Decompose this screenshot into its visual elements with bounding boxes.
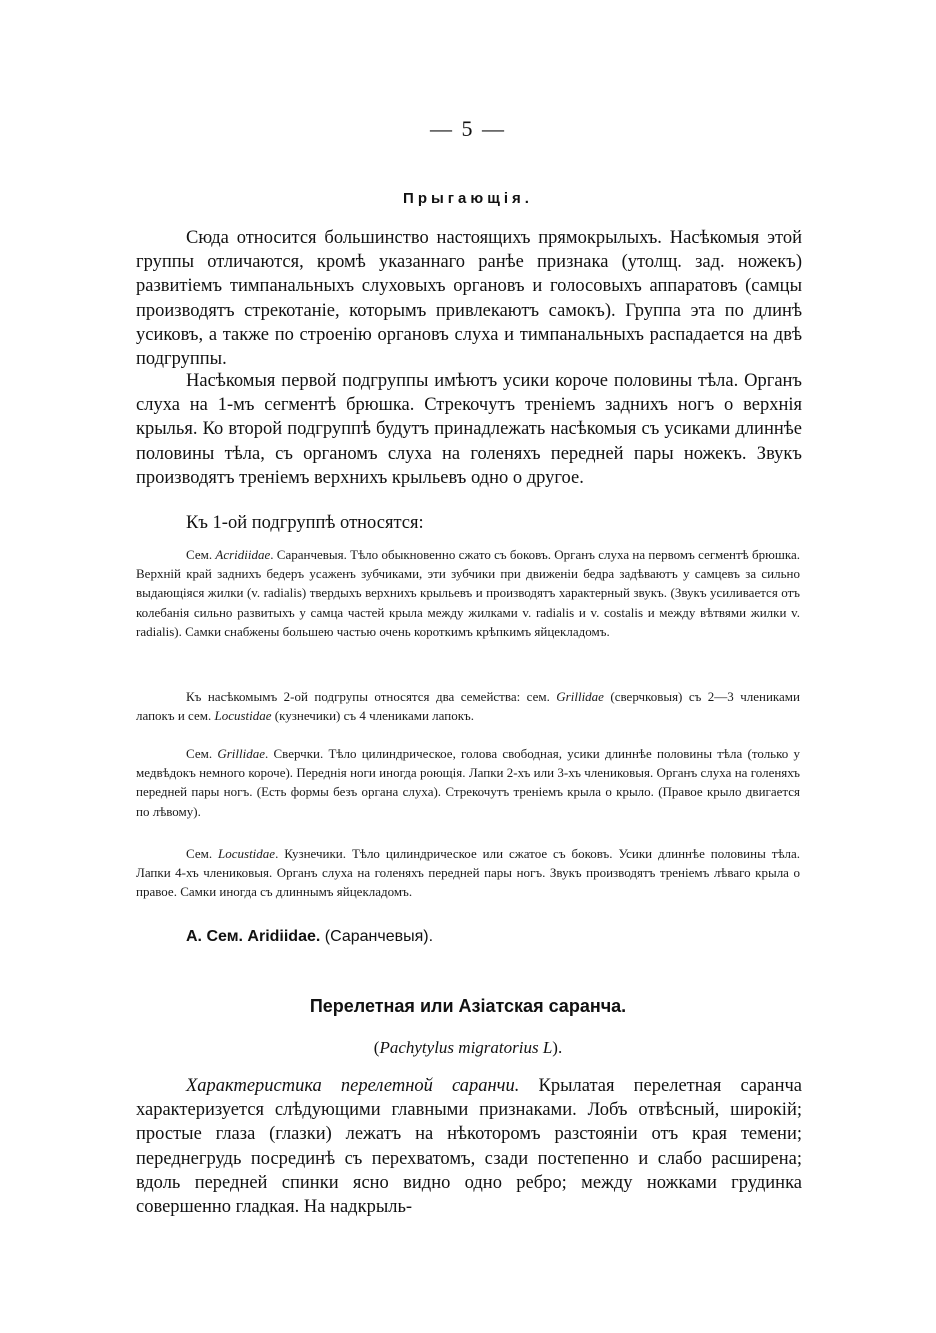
paragraph-3: Характеристика перелетной саранчи. Крылатая перелетная саранча характеризуется слѣдующими главными признаками. Лобъ отвѣсный, широкій; простые глаза (глазки) лежатъ на нѣкоторомъ разстояніи отъ края темени; переднегрудь посрединѣ съ перехватомъ, сзади постепенно и слабо расширена; вдоль передней спинки ясно видно одно ребро; между ножками грудинка совершенно гладкая. На надкрыль- bbox=[136, 1076, 802, 1218]
small-paragraph-acridiidae: Сем. Acridiidae. Саранчевыя. Тѣло обыкновенно сжато съ боковъ. Органъ слуха на первомъ сегментѣ брюшка. Верхній край заднихъ бедеръ усаженъ зубчиками, эти зубчики при движеніи бедра задѣваютъ у самцевъ за сильно выдающіяся жилки (v. radialis) твердыхъ верхнихъ крыльевъ и производятъ характерный звукъ. (Звукъ усиливается отъ колебанія сильно развитыхъ у самца частей крыла между жилками v. radialis и v. costalis и между вѣтвями жилки v. radialis). Самки снабжены большею частью очень короткимъ крѣпкимъ яйцекладомъ. bbox=[136, 547, 800, 639]
taxon-name: Grillidae bbox=[556, 689, 604, 704]
chapter-title: Перелетная или Азіатская саранча. bbox=[309, 996, 627, 1016]
page-number: — 5 — bbox=[430, 116, 506, 141]
small-paragraph-locustidae: Сем. Locustidae. Кузнечики. Тѣло цилиндрическое или сжатое съ боковъ. Усики длиннѣе половины тѣла. Лапки 4-хъ члениковыя. Органъ слуха на голеняхъ передней пары ногъ. Звукъ производятъ треніемъ лѣваго крыла о правое. Самки иногда съ длиннымъ яйцекладомъ. bbox=[136, 846, 801, 900]
latin-name: (Pachytylus migratorius L). bbox=[373, 1038, 563, 1057]
subgroup-heading: Къ 1-ой подгруппѣ относятся: bbox=[186, 513, 424, 533]
taxon-name: Grillidae bbox=[217, 746, 265, 761]
paragraph-2: Насѣкомыя первой подгруппы имѣютъ усики короче половины тѣла. Органъ слуха на 1-мъ сегментѣ брюшка. Стрекочутъ треніемъ заднихъ ногъ о верхнія крылья. Ко второй подгруппѣ будутъ принадлежать насѣкомыя съ усиками длиннѣе половины тѣла, съ органомъ слуха на голеняхъ передней пары ножекъ. Звукъ производятъ треніемъ верхнихъ крыльевъ одно о другое. bbox=[136, 371, 802, 488]
small-paragraph-grillidae: Сем. Grillidae. Сверчки. Тѣло цилиндрическое, голова свободная, усики длиннѣе половины тѣла (только у медвѣдокъ немного короче). Переднія ноги иногда роющія. Лапки 2-хъ или 3-хъ члениковыя. Органъ слуха на голеняхъ передней пары ногъ. (Есть формы безъ органа слуха). Стрекочутъ треніемъ крыла о крыло. (Правое крыло двигается по лѣвому). bbox=[136, 746, 801, 819]
section-a-heading: А. Сем. Aridiidae. (Саранчевыя). bbox=[186, 928, 434, 945]
section-heading: Прыгающія. bbox=[403, 190, 533, 207]
small-paragraph-second-subgroup: Къ насѣкомымъ 2-ой подгрупы относятся два семейства: сем. Grillidae (сверчковыя) съ 2—3 члениками лапокъ и сем. Locustidae (кузнечики) съ 4 члениками лапокъ. bbox=[136, 689, 800, 724]
taxon-name: Acridiidae bbox=[215, 547, 271, 562]
taxon-name: Locustidae bbox=[214, 708, 272, 724]
paragraph-1: Сюда относится большинство настоящихъ прямокрылыхъ. Насѣкомыя этой группы отличаются, кромѣ указаннаго ранѣе признака (утолщ. зад. ножекъ) развитіемъ тимпанальныхъ слуховыхъ органовъ и голосовыхъ аппаратовъ (самцы производятъ стрекотаніе, которымъ привлекаютъ самокъ). Группа эта по длинѣ усиковъ, а также по строенію органовъ слуха и тимпанальныхъ распадается на двѣ подгруппы. bbox=[136, 228, 802, 370]
run-in-heading: Характеристика перелетной саранчи. bbox=[186, 1076, 520, 1096]
taxon-name: Locustidae bbox=[218, 846, 276, 861]
